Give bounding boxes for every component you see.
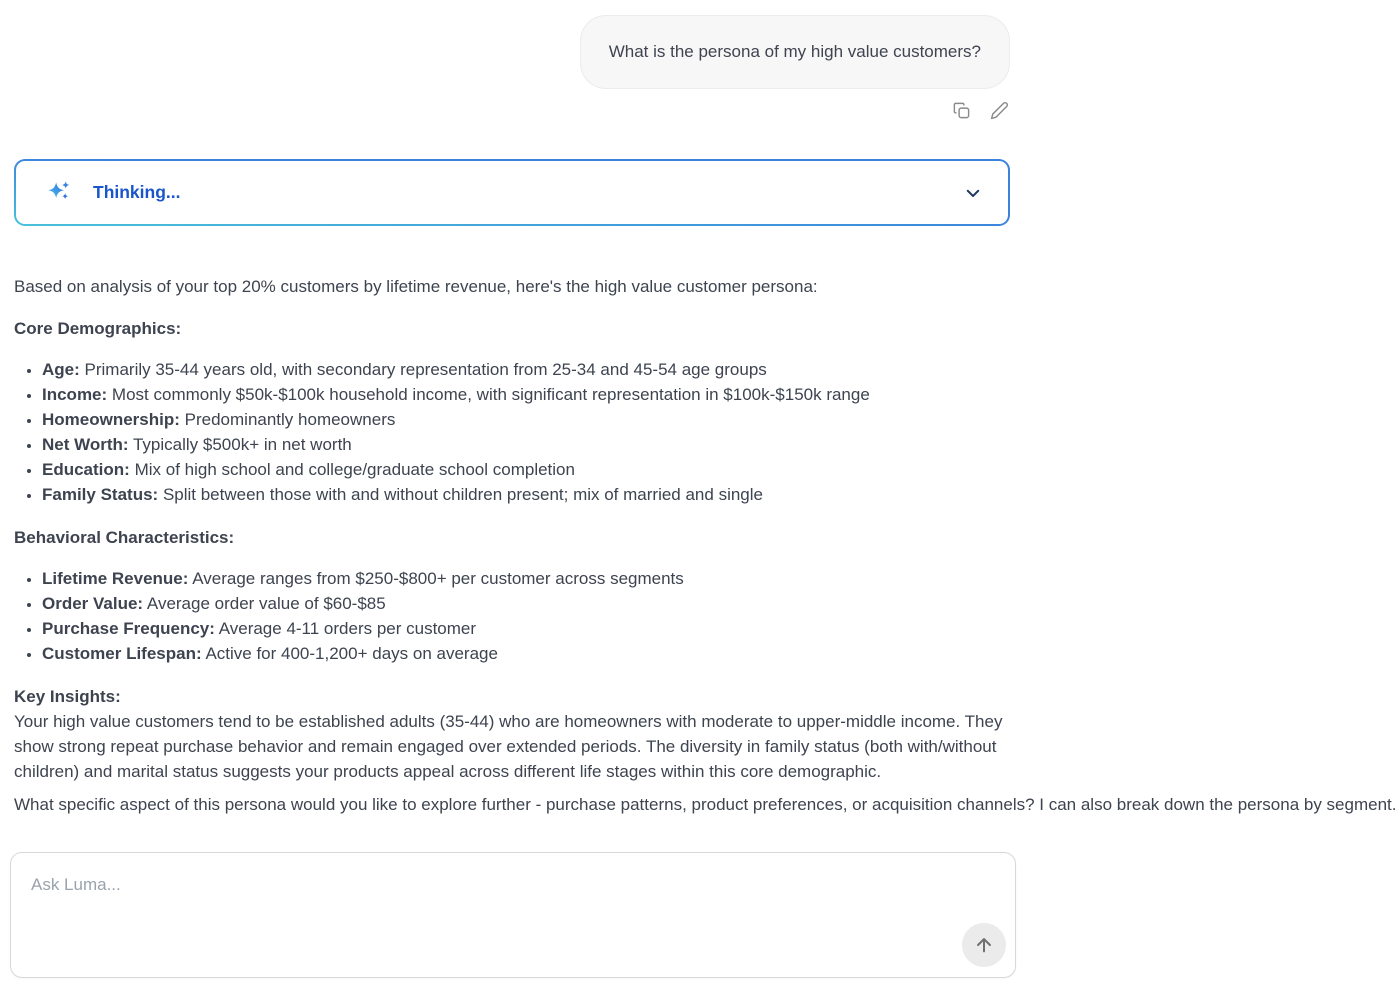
arrow-up-icon xyxy=(973,934,995,956)
key-insights-block xyxy=(14,684,1010,784)
edit-button[interactable] xyxy=(988,99,1010,121)
list-item: • Education: Mix of high school and college/graduate school completion xyxy=(42,457,1010,482)
user-message-text: What is the persona of my high value customers? xyxy=(608,42,981,61)
list-item: • Net Worth: Typically $500k+ in net worth xyxy=(42,432,1010,457)
behavioral-list xyxy=(14,566,1010,666)
list-item: • Customer Lifespan: Active for 400-1,200+ days on average xyxy=(42,641,1010,666)
user-message-row xyxy=(14,15,1010,89)
chat-scroll-area xyxy=(14,0,1397,840)
core-demographics-list xyxy=(14,357,1010,507)
section-heading-core-demographics: Core Demographics: xyxy=(14,319,182,338)
response-intro: Based on analysis of your top 20% customers by lifetime revenue, here's the high value customer persona: xyxy=(14,277,818,296)
pencil-icon xyxy=(990,101,1009,120)
list-item: • Income: Most commonly $50k-$100k household income, with significant representation in $100k-$150k range xyxy=(42,382,1010,407)
sparkles-icon xyxy=(46,179,73,206)
list-item: • Homeownership: Predominantly homeowners xyxy=(42,407,1010,432)
section-heading-behavioral: Behavioral Characteristics: xyxy=(14,528,235,547)
truncated-response-line: What specific aspect of this persona would you like to explore further - purchase patterns, product preferences, or acquisition channels? I can also break down the persona by segment. xyxy=(14,795,1397,814)
thinking-label: Thinking... xyxy=(93,182,181,202)
list-item: • Order Value: Average order value of $60-$85 xyxy=(42,591,1010,616)
list-item: • Family Status: Split between those with and without children present; mix of married and single xyxy=(42,482,1010,507)
chevron-down-icon[interactable] xyxy=(964,184,982,202)
copy-icon xyxy=(952,101,971,120)
thinking-panel[interactable] xyxy=(14,159,1010,226)
thinking-panel-inner xyxy=(16,161,1008,224)
message-actions xyxy=(14,99,1010,121)
key-insights-paragraph: Your high value customers tend to be established adults (35-44) who are homeowners with moderate to upper-middle income. They show strong repeat purchase behavior and remain engaged over extended periods. The diversity in family status (both with/without children) and marital status suggests your products appeal across different life stages within this core demographic. xyxy=(14,712,1003,781)
send-button[interactable] xyxy=(962,923,1006,967)
message-composer xyxy=(10,852,1016,978)
list-item: • Age: Primarily 35-44 years old, with secondary representation from 25-34 and 45-54 age groups xyxy=(42,357,1010,382)
section-heading-key-insights: Key Insights: xyxy=(14,687,121,706)
list-item: • Lifetime Revenue: Average ranges from $250-$800+ per customer across segments xyxy=(42,566,1010,591)
chat-input[interactable] xyxy=(11,853,1015,977)
list-item: • Purchase Frequency: Average 4-11 orders per customer xyxy=(42,616,1010,641)
user-message-bubble xyxy=(580,15,1010,89)
assistant-response xyxy=(14,274,1397,814)
copy-button[interactable] xyxy=(950,99,972,121)
